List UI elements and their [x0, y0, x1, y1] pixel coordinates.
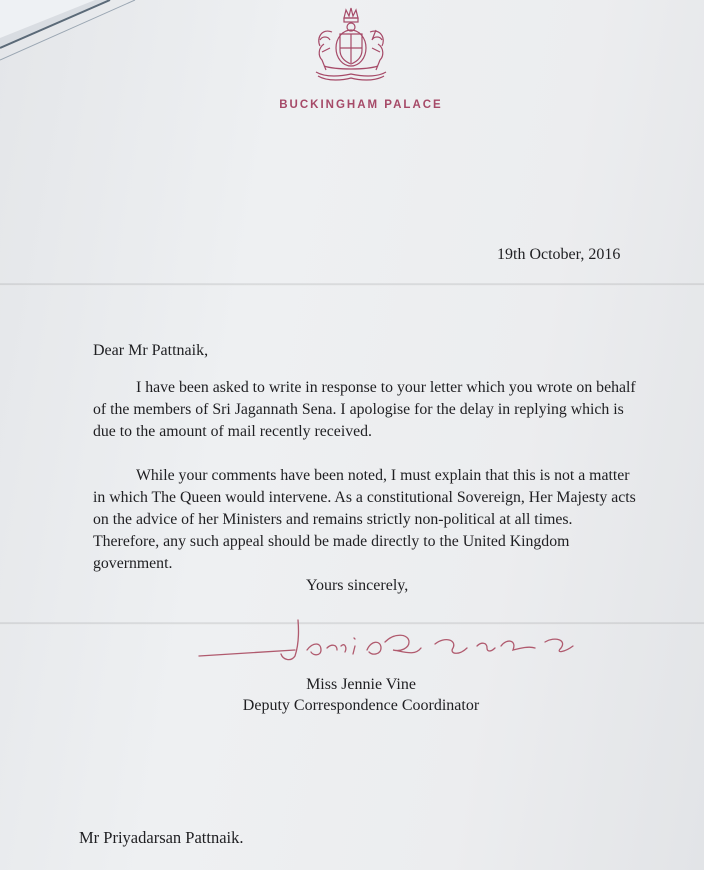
envelope-corner — [0, 0, 160, 70]
fold-crease — [0, 283, 704, 286]
body-paragraph-2: While your comments have been noted, I must explain that this is not a matter in which The Queen would intervene. As a constitutional Sovereign, Her Majesty acts on the advice of her Ministers and remains strictly non-political at all times. Therefore, any such appeal should be made directly to the United Kingdom government. — [93, 467, 636, 572]
letterhead-title: BUCKINGHAM PALACE — [279, 99, 443, 111]
body-paragraph-1: I have been asked to write in response to your letter which you wrote on behalf of the members of Sri Jagannath Sena. I apologise for the delay in replying which is due to the amount of mail recently received. — [93, 379, 636, 440]
signatory-name: Miss Jennie Vine — [306, 676, 416, 693]
signatory-title: Deputy Correspondence Coordinator — [242, 697, 480, 714]
royal-crest-icon — [302, 4, 400, 84]
recipient-name: Mr Priyadarsan Pattnaik. — [79, 828, 244, 847]
salutation: Dear Mr Pattnaik, — [93, 342, 209, 359]
letter-date: 19th October, 2016 — [497, 246, 621, 263]
handwritten-signature — [195, 612, 585, 672]
closing: Yours sincerely, — [306, 577, 409, 594]
